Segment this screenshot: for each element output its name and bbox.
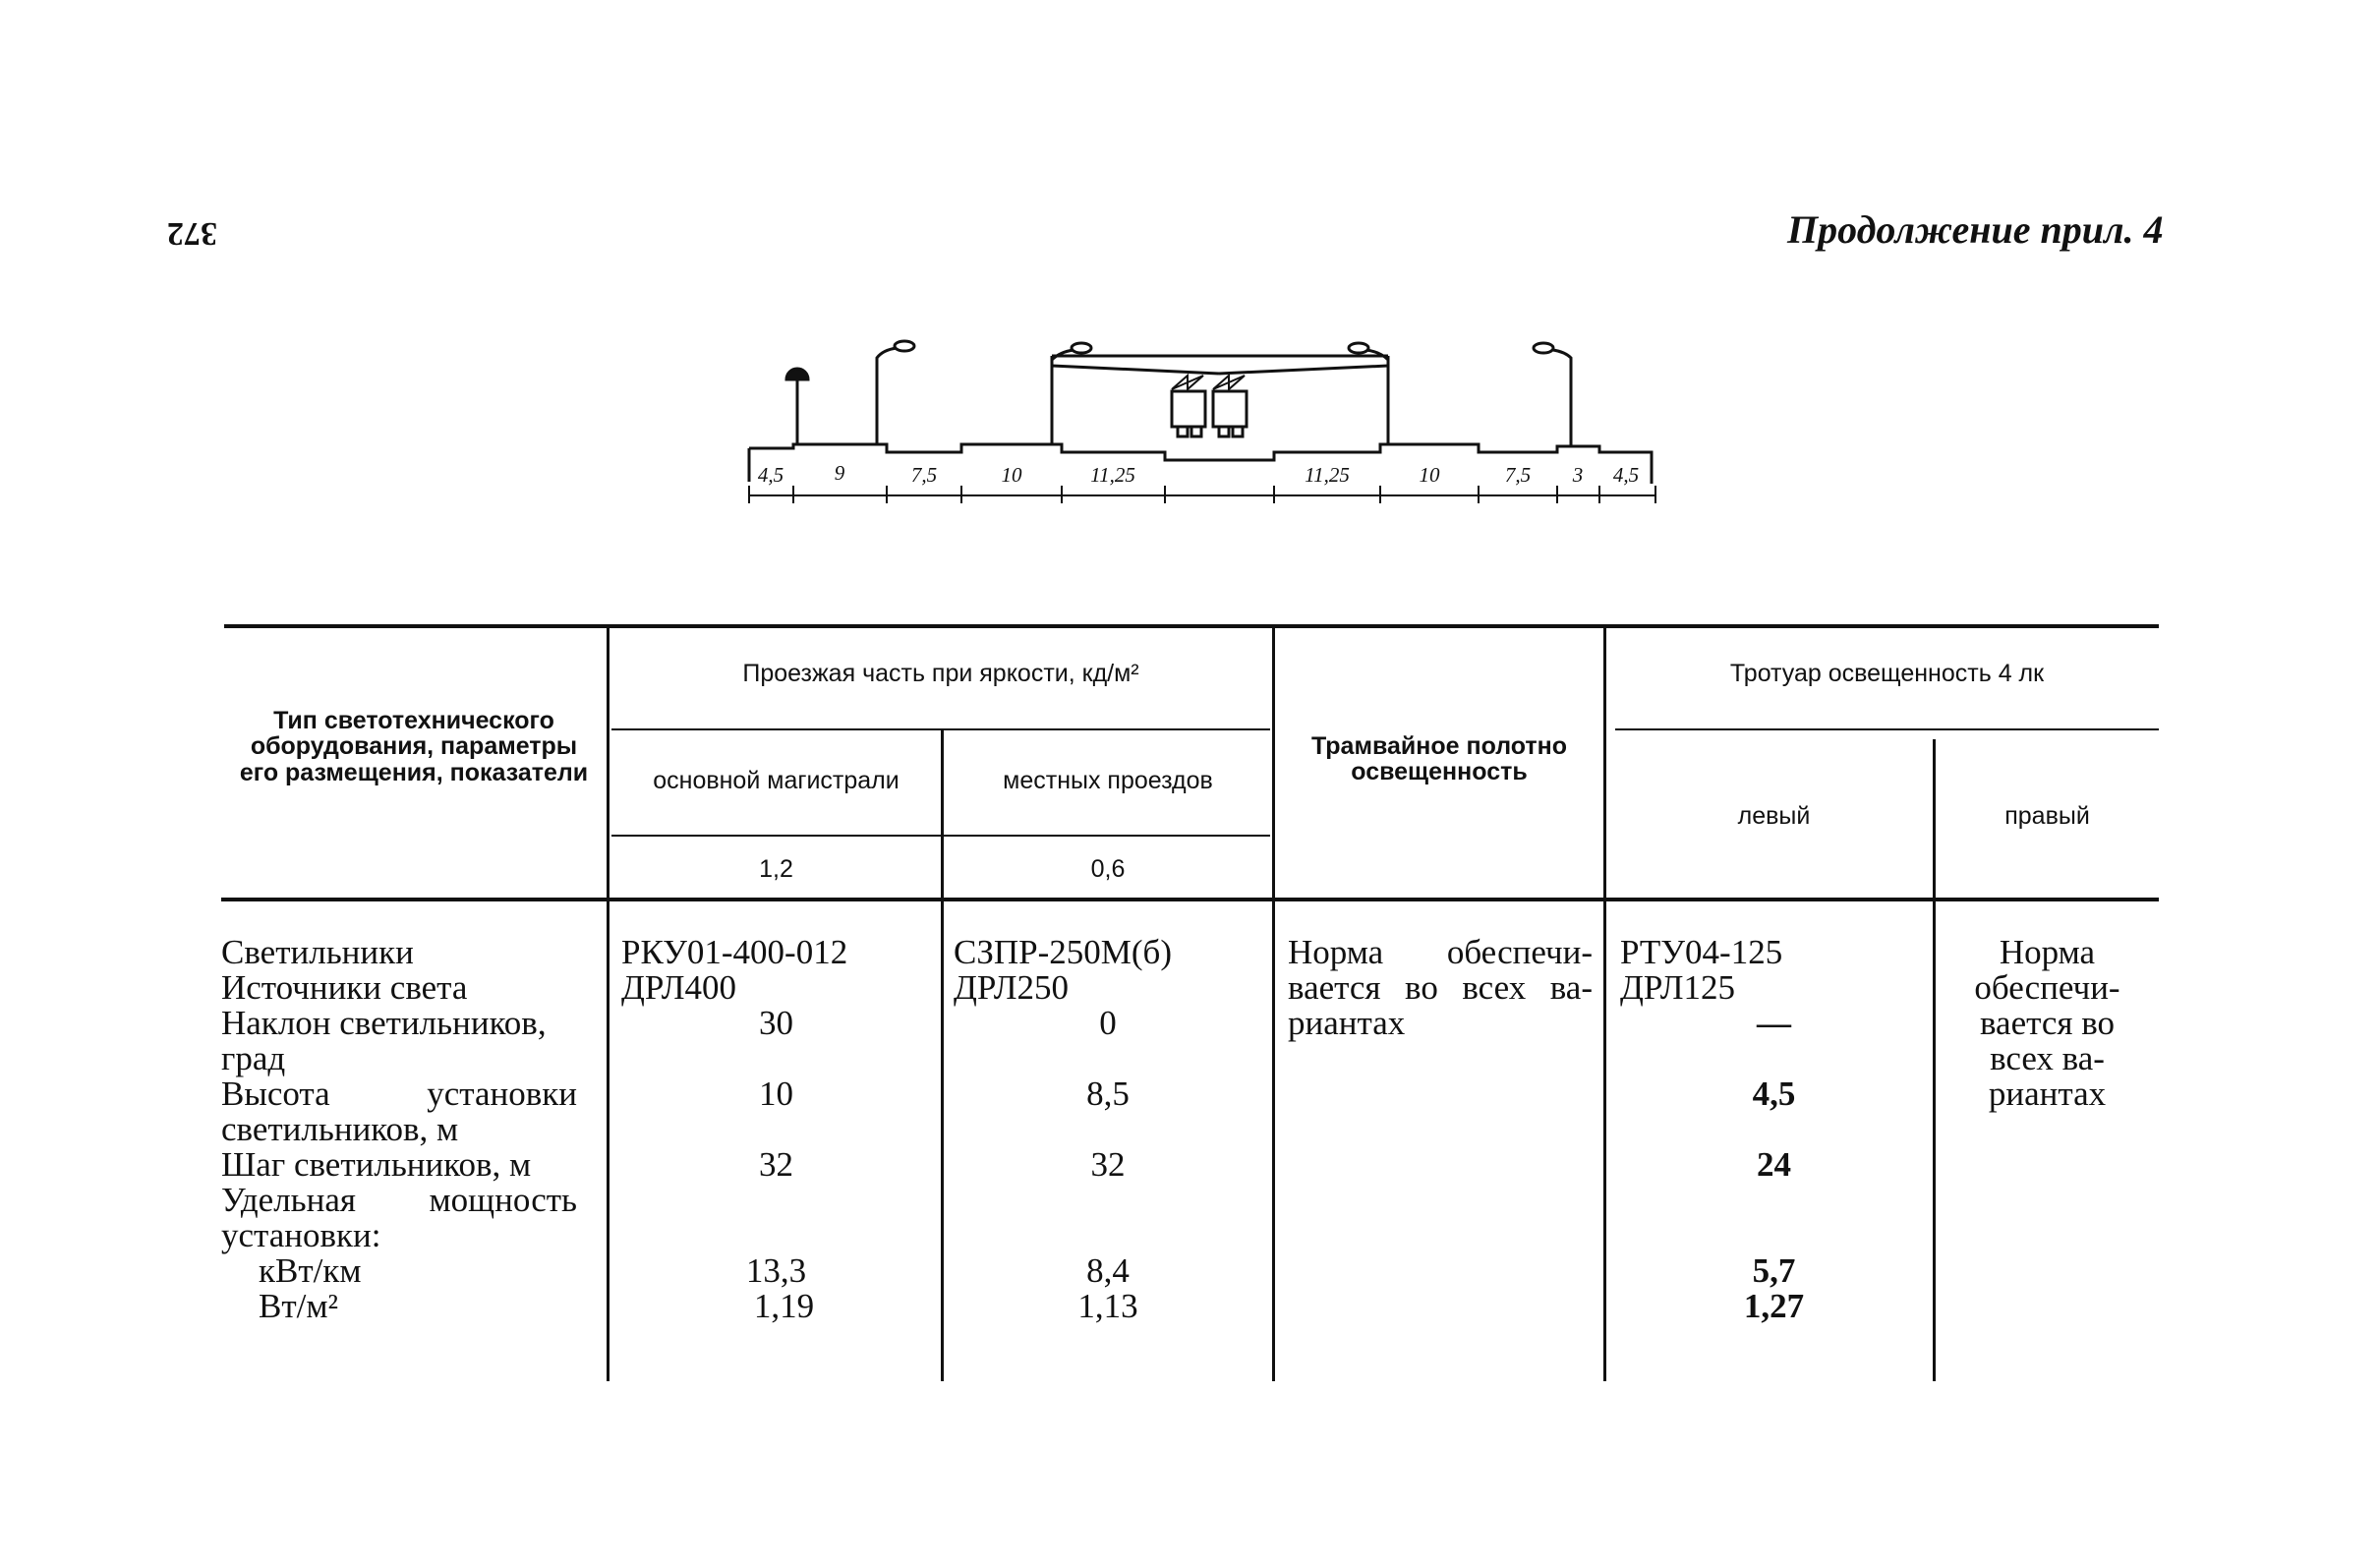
sidewalk-group-header: Тротуар освещенность 4 лк [1729,660,2045,687]
row-label: град [221,1039,286,1078]
main-road-w-m2: 1,19 [753,1287,815,1325]
row-label: Удельная мощность [221,1181,577,1220]
dimension-label: 7,5 [910,463,938,487]
sidewalk-right-header: правый [2004,802,2090,830]
dimension-label: 7,5 [1504,463,1532,487]
sidewalk-right-note-line: риантах [1988,1074,2107,1113]
page-number: 372 [167,215,217,252]
row-label: кВт/км [259,1251,362,1291]
dimension-label: 10 [1001,463,1022,487]
sidewalk-left-step: 24 [1757,1145,1791,1184]
main-road-header: основной магистрали [653,767,900,794]
col-divider-1 [607,624,610,1381]
main-road-source: ДРЛ400 [621,968,736,1007]
dimension-label: 11,25 [1305,463,1350,487]
tram-note-line: Норма обеспечи- [1288,933,1593,971]
continuation-title: Продолжение прил. 4 [1787,207,2164,252]
dimension-label: 4,5 [1612,463,1640,487]
local-road-source: ДРЛ250 [954,968,1069,1007]
local-road-kw-km: 8,4 [1086,1251,1130,1290]
dimension-labels [758,461,1639,487]
col-divider-3 [1272,624,1275,1381]
sidewalk-group-rule [1615,728,2159,730]
main-road-value: 1,2 [759,855,793,883]
roadway-group-header: Проезжая часть при яркости, кд/м² [742,660,1139,687]
local-road-step: 32 [1090,1145,1126,1184]
row-label: установки: [221,1216,381,1255]
sidewalk-right-note-line: обеспечи- [1974,968,2120,1007]
local-road-luminaire: СЗПР-250М(б) [954,933,1173,971]
row-label: Высота установки [221,1074,577,1114]
main-road-luminaire: РКУ01-400-012 [621,933,848,971]
sidewalk-left-luminaire: РТУ04-125 [1620,933,1783,971]
dimension-label: 4,5 [757,463,784,487]
sidewalk-right-note-line: вается во [1979,1004,2116,1042]
local-road-value: 0,6 [1090,855,1126,883]
street-cross-section-diagram [727,324,1671,521]
tram-note-line: риантах [1288,1004,1406,1042]
local-road-w-m2: 1,13 [1077,1287,1138,1325]
tram-note-line: вается во всех ва- [1288,968,1593,1007]
dimension-label: 10 [1419,463,1440,487]
sidewalk-left-source: ДРЛ125 [1620,968,1735,1007]
row-label: Светильники [221,933,414,971]
row-label: Вт/м² [259,1287,339,1326]
sidewalk-left-tilt: — [1757,1004,1791,1042]
tram-header: Трамвайное полотно освещенность [1310,732,1568,786]
dimension-label: 11,25 [1090,463,1135,487]
main-road-height: 10 [759,1074,793,1113]
col-divider-4 [1603,624,1606,1381]
dimension-label: 9 [834,461,845,485]
sidewalk-right-note-line: Норма [1999,933,2096,971]
sidewalk-left-kw-km: 5,7 [1752,1251,1796,1290]
row-label: Наклон светильников, [221,1004,547,1043]
main-road-tilt: 30 [759,1004,793,1042]
table-top-rule [224,624,2159,628]
row-label: Шаг светильников, м [221,1145,532,1185]
local-road-height: 8,5 [1086,1074,1130,1113]
sidewalk-left-w-m2: 1,27 [1743,1287,1805,1325]
main-road-kw-km: 13,3 [745,1251,807,1290]
dimension-label: 3 [1572,463,1584,487]
row-label: светильников, м [221,1110,459,1149]
sidewalk-left-height: 4,5 [1752,1074,1796,1113]
row-label: Источники света [221,968,468,1008]
main-road-step: 32 [759,1145,793,1184]
local-road-tilt: 0 [1099,1004,1117,1042]
param-column-header: Тип светотехнического оборудования, параметры его размещения, показатели [239,707,589,786]
local-road-header: местных проездов [1003,767,1213,794]
sidewalk-right-note-line: всех ва- [1990,1039,2105,1077]
row-labels [221,935,577,1325]
header-bottom-rule [221,898,2159,901]
sidewalk-left-header: левый [1737,802,1811,830]
